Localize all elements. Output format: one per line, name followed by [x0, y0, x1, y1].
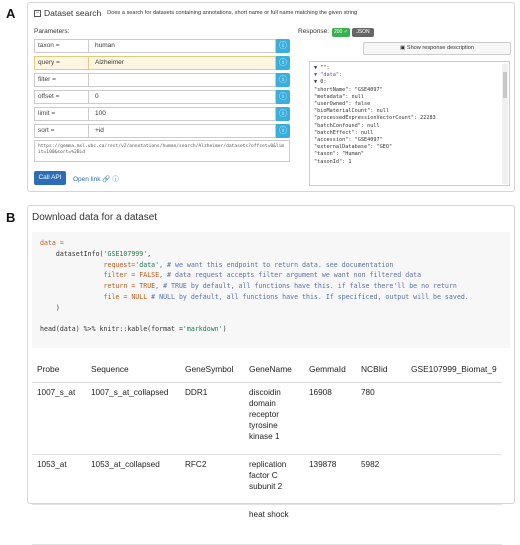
- link-icon: 🔗: [102, 176, 111, 183]
- table-cell: [406, 504, 502, 544]
- code-token: request=: [40, 260, 136, 269]
- json-line: "shortName": "GSE4097": [314, 86, 383, 93]
- code-token: file =: [40, 292, 132, 301]
- response-label: Response:: [298, 28, 330, 35]
- dataset-search-panel: [27, 2, 515, 192]
- table-cell: 1053_at: [32, 454, 86, 504]
- info-icon[interactable]: ⓘ: [276, 107, 290, 121]
- code-token: ): [222, 325, 227, 334]
- code-token: head(data) %>% knitr::kable(format =: [40, 325, 183, 334]
- json-scrollbar[interactable]: [502, 64, 508, 184]
- query-input[interactable]: Alzheimer: [88, 56, 276, 70]
- code-token: data =: [40, 239, 64, 247]
- dataset-search-description: Does a search for datasets containing annotations, short name or full name matching the given string: [107, 10, 358, 17]
- code-token: NULL: [131, 292, 148, 301]
- json-line: "taxon": "Human": [314, 151, 364, 158]
- offset-input[interactable]: 0: [88, 90, 276, 104]
- param-name: offset =: [34, 90, 88, 104]
- info-icon[interactable]: ⓘ: [276, 73, 290, 87]
- table-row: [32, 504, 502, 544]
- code-token: , # data request accepts filter argument we want non filtered data: [159, 271, 422, 280]
- column-header: GeneSymbol: [180, 356, 244, 382]
- table-cell: 780: [356, 382, 406, 454]
- column-header: Sequence: [86, 356, 180, 382]
- table-row: [32, 382, 502, 454]
- table-cell: DDR1: [180, 382, 244, 454]
- json-line: "metadata": null: [314, 93, 364, 100]
- code-token: TRUE: [139, 282, 156, 291]
- table-cell: [356, 504, 406, 544]
- info-icon[interactable]: ⓘ: [276, 56, 290, 70]
- panel-b-label: B: [6, 210, 16, 225]
- table-cell: [180, 504, 244, 544]
- table-cell: [304, 504, 356, 544]
- code-token: 'markdown': [182, 325, 223, 334]
- code-icon: ▣: [399, 45, 406, 51]
- table-row: [32, 454, 502, 504]
- panel-a-label: A: [6, 6, 16, 21]
- download-data-title: Download data for a dataset: [32, 212, 158, 223]
- param-name: query =: [34, 56, 88, 70]
- json-line: "bioMaterialCount": null: [314, 108, 389, 115]
- filter-input[interactable]: [88, 73, 276, 87]
- json-line: "batchConfound": null: [314, 122, 380, 129]
- code-token: FALSE: [139, 271, 160, 280]
- table-cell: 139878: [304, 454, 356, 504]
- table-cell: RFC2: [180, 454, 244, 504]
- param-query: [34, 56, 290, 70]
- param-filter: [34, 73, 290, 87]
- table-cell: 16908: [304, 382, 356, 454]
- limit-input[interactable]: 100: [88, 107, 276, 121]
- code-block: [32, 232, 510, 348]
- code-token: # NULL by default, all functions have this. If specificed, output will be saved.: [147, 292, 469, 301]
- status-badge: 200 ✓: [332, 28, 350, 37]
- json-response-viewer[interactable]: [309, 61, 510, 186]
- show-response-description-label: Show response description: [406, 45, 475, 51]
- param-offset: [34, 90, 290, 104]
- json-line: "userOwned": false: [314, 101, 371, 108]
- column-header: GemmaId: [304, 356, 356, 382]
- param-taxon: [34, 39, 290, 53]
- download-data-panel: [27, 205, 515, 519]
- dataset-search-header[interactable]: [34, 8, 510, 22]
- param-name: filter =: [34, 73, 88, 87]
- json-line: "externalDatabase": "GEO": [314, 144, 393, 151]
- json-line: "accession": "GSE4097": [314, 137, 383, 144]
- param-limit: [34, 107, 290, 121]
- code-token: 'data': [135, 260, 160, 269]
- column-header: GeneName: [244, 356, 304, 382]
- call-api-button[interactable]: Call API: [34, 171, 66, 185]
- scrollbar-thumb[interactable]: [503, 72, 507, 98]
- param-sort: [34, 124, 290, 138]
- data-table: [32, 356, 502, 545]
- json-line: "processedExpressionVectorCount": 22283: [314, 115, 436, 122]
- table-header-row: [32, 356, 502, 382]
- collapse-icon[interactable]: −: [35, 9, 40, 16]
- table-cell: 1053_at_collapsed: [86, 454, 180, 504]
- table-cell: [32, 504, 86, 544]
- parameters-label: Parameters:: [34, 28, 70, 35]
- table-cell: [406, 382, 502, 454]
- json-line: "taxonId": 1: [314, 158, 352, 165]
- info-icon[interactable]: ⓘ: [276, 124, 290, 138]
- json-line: "batchEffect": null: [314, 129, 374, 136]
- code-token: filter =: [40, 271, 140, 280]
- column-header: GSE107999_Biomat_9: [406, 356, 502, 382]
- code-token: , # we want this endpoint to return data. see documentation: [159, 260, 394, 269]
- json-badge[interactable]: JSON: [352, 28, 374, 37]
- code-token: ): [40, 303, 60, 312]
- code-token: ,: [147, 249, 152, 258]
- table-cell: discoidin domain receptor tyrosine kinase 1: [244, 382, 304, 454]
- param-name: sort =: [34, 124, 88, 138]
- param-name: limit =: [34, 107, 88, 121]
- table-cell: heat shock: [244, 504, 304, 544]
- dataset-search-title: Dataset search: [44, 8, 102, 19]
- open-link-label: Open link: [73, 176, 101, 183]
- code-token: return =: [40, 282, 140, 291]
- table-cell: 5982: [356, 454, 406, 504]
- json-line: ▼ 0:: [314, 79, 327, 86]
- info-icon[interactable]: ⓘ: [112, 176, 119, 183]
- table-cell: [406, 454, 502, 504]
- table-cell: 1007_s_at_collapsed: [86, 382, 180, 454]
- table-cell: replication factor C subunit 2: [244, 454, 304, 504]
- column-header: NCBIid: [356, 356, 406, 382]
- table-cell: [86, 504, 180, 544]
- info-icon[interactable]: ⓘ: [276, 39, 290, 53]
- json-line: ▼ "":: [314, 65, 330, 71]
- sort-input[interactable]: +id: [88, 124, 276, 138]
- code-token: , # TRUE by default, all functions have this. if false there'll be no return: [155, 282, 457, 291]
- info-icon[interactable]: ⓘ: [276, 90, 290, 104]
- taxon-input[interactable]: human: [88, 39, 276, 53]
- param-name: taxon =: [34, 39, 88, 53]
- json-line: ▼ "data":: [314, 72, 343, 79]
- request-url[interactable]: https://gemma.msl.ubc.ca/rest/v2/annotations/human/search/Alzheimer/datasets?offset=0&limit=100&sort=%2Bid: [34, 140, 290, 162]
- open-link[interactable]: [73, 174, 119, 183]
- code-token: datasetInfo(: [40, 249, 104, 258]
- code-token: 'GSE107999': [103, 249, 148, 258]
- show-response-description-button[interactable]: [363, 42, 511, 55]
- table-cell: 1007_s_at: [32, 382, 86, 454]
- column-header: Probe: [32, 356, 86, 382]
